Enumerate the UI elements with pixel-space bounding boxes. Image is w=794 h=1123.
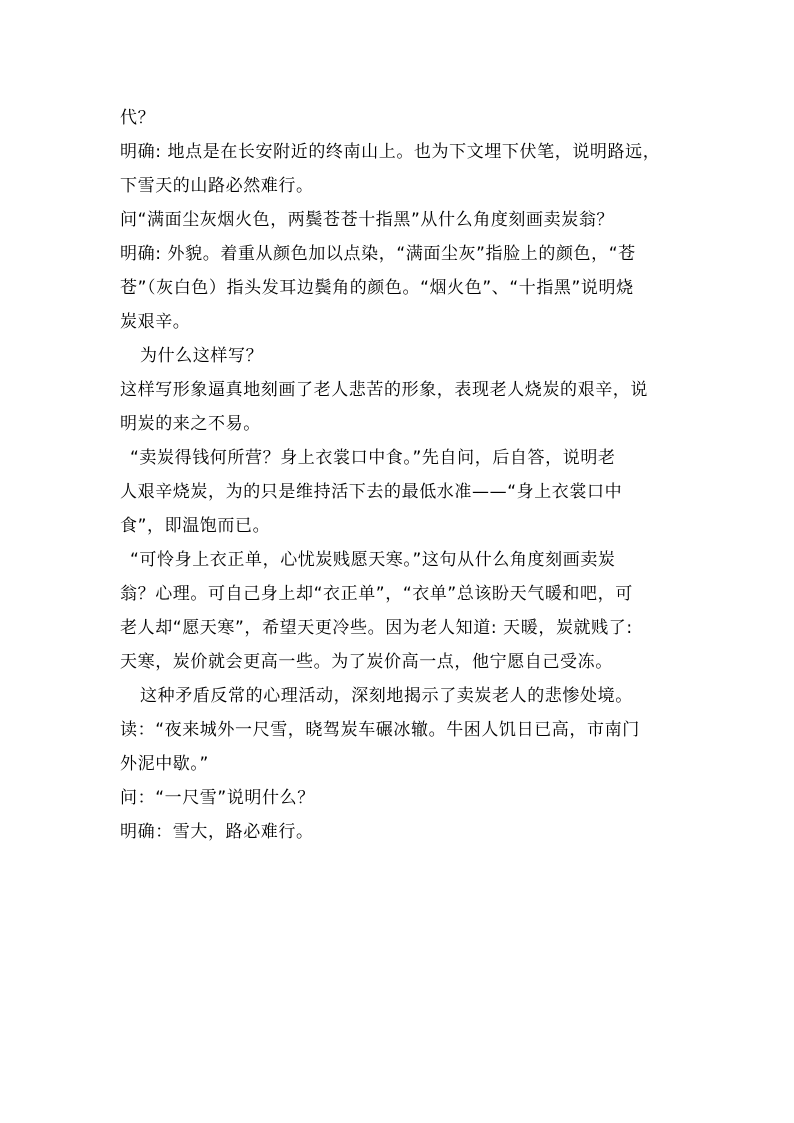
text-line: 明炭的来之不易。 xyxy=(120,414,261,434)
text-line: 翁？心理。可自己身上却“衣正单”，“衣单”总该盼天气暖和吧，可 xyxy=(120,584,633,604)
text-line: 老人却“愿天寒”，希望天更冷些。因为老人知道: 天暖，炭就贱了: xyxy=(120,618,633,638)
text-line: 下雪天的山路必然难行。 xyxy=(120,176,314,196)
document-body xyxy=(120,101,680,849)
text-line: 食”，即温饱而已。 xyxy=(120,516,271,536)
text-line: 读：“夜来城外一尺雪，晓驾炭车碾冰辙。牛困人饥日已高，市南门 xyxy=(120,720,640,740)
text-line: 代？ xyxy=(120,108,156,128)
text-line: 外泥中歇。” xyxy=(120,754,209,774)
text-line: 为什么这样写？ xyxy=(140,346,264,366)
text-line: 苍”（灰白色）指头发耳边鬓角的颜色。“烟火色”、“十指黑”说明烧 xyxy=(120,278,634,298)
text-line: 明确：雪大，路必难行。 xyxy=(120,822,314,842)
text-line: 问“满面尘灰烟火色，两鬓苍苍十指黑”从什么角度刻画卖炭翁？ xyxy=(120,210,615,230)
text-line: 人艰辛烧炭，为的只是维持活下去的最低水准——“身上衣裳口中 xyxy=(120,482,623,502)
text-line: “卖炭得钱何所营？身上衣裳口中食。”先自问，后自答，说明老 xyxy=(130,448,616,468)
text-line: 问：“一尺雪”说明什么？ xyxy=(120,788,315,808)
text-line: 天寒，炭价就会更高一些。为了炭价高一点，他宁愿自己受冻。 xyxy=(120,652,613,672)
text-line: 明确: 外貌。着重从颜色加以点染，“满面尘灰”指脸上的颜色，“苍 xyxy=(120,244,636,264)
text-line: 炭艰辛。 xyxy=(120,312,191,332)
text-line: “可怜身上衣正单，心忧炭贱愿天寒。”这句从什么角度刻画卖炭 xyxy=(130,550,616,570)
text-line: 这样写形象逼真地刻画了老人悲苦的形象，表现老人烧炭的艰辛，说 xyxy=(120,380,648,400)
text-line: 明确: 地点是在长安附近的终南山上。也为下文埋下伏笔，说明路远， xyxy=(120,142,661,162)
text-line: 这种矛盾反常的心理活动，深刻地揭示了卖炭老人的悲惨处境。 xyxy=(140,686,633,706)
